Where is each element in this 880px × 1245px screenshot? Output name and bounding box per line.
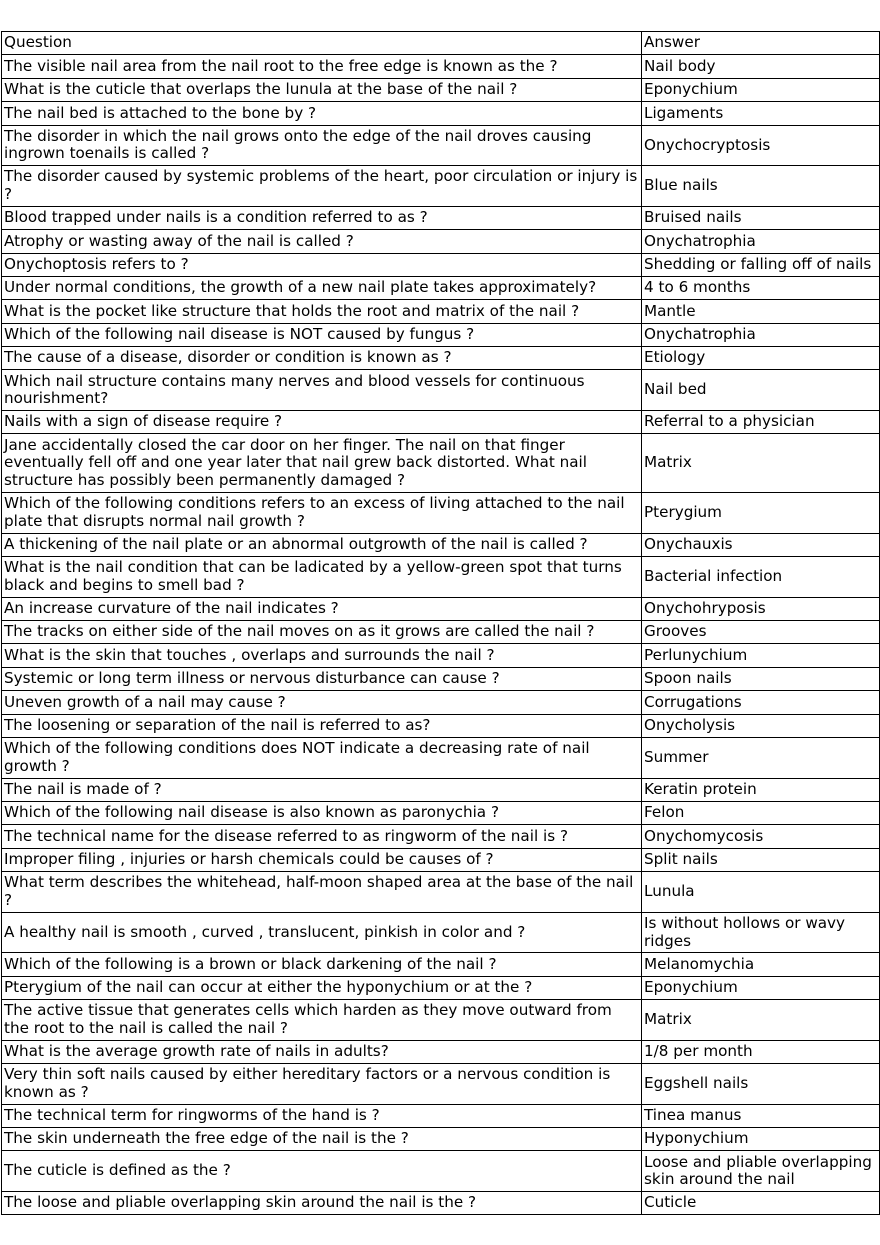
table-row <box>2 78 880 101</box>
table-row <box>2 55 880 78</box>
answer-cell: Felon <box>642 801 880 824</box>
question-cell: Under normal conditions, the growth of a new nail plate takes approximately? <box>2 276 642 299</box>
header-row <box>2 32 880 55</box>
table-row <box>2 125 880 166</box>
answer-cell: Loose and pliable overlapping skin around the nail <box>642 1151 880 1192</box>
table-row <box>2 1104 880 1127</box>
answer-header: Answer <box>642 32 880 55</box>
answer-cell: Mantle <box>642 300 880 323</box>
table-row <box>2 230 880 253</box>
table-row <box>2 691 880 714</box>
table-row <box>2 323 880 346</box>
answer-cell: Cuticle <box>642 1192 880 1215</box>
answer-cell: Eponychium <box>642 78 880 101</box>
table-row <box>2 411 880 434</box>
qa-table-body <box>2 32 880 1215</box>
question-cell: Uneven growth of a nail may cause ? <box>2 691 642 714</box>
table-row <box>2 370 880 411</box>
table-row <box>2 1192 880 1215</box>
question-cell: An increase curvature of the nail indicates ? <box>2 597 642 620</box>
question-cell: What is the skin that touches , overlaps and surrounds the nail ? <box>2 644 642 667</box>
answer-cell: Ligaments <box>642 102 880 125</box>
table-row <box>2 953 880 976</box>
question-cell: Nails with a sign of disease require ? <box>2 411 642 434</box>
table-row <box>2 1128 880 1151</box>
table-row <box>2 667 880 690</box>
table-row <box>2 848 880 871</box>
answer-cell: Eggshell nails <box>642 1064 880 1105</box>
question-cell: Blood trapped under nails is a condition referred to as ? <box>2 206 642 229</box>
answer-cell: Pterygium <box>642 493 880 534</box>
answer-cell: Eponychium <box>642 976 880 999</box>
question-cell: Very thin soft nails caused by either hereditary factors or a nervous condition is known as ? <box>2 1064 642 1105</box>
question-cell: The nail bed is attached to the bone by ? <box>2 102 642 125</box>
question-cell: The cause of a disease, disorder or condition is known as ? <box>2 347 642 370</box>
question-cell: The technical name for the disease referred to as ringworm of the nail is ? <box>2 825 642 848</box>
question-cell: Which of the following conditions does NOT indicate a decreasing rate of nail growth ? <box>2 737 642 778</box>
table-row <box>2 825 880 848</box>
table-row <box>2 1151 880 1192</box>
answer-cell: 1/8 per month <box>642 1040 880 1063</box>
question-cell: Pterygium of the nail can occur at either the hyponychium or at the ? <box>2 976 642 999</box>
answer-cell: Summer <box>642 737 880 778</box>
question-cell: The visible nail area from the nail root to the free edge is known as the ? <box>2 55 642 78</box>
question-cell: What is the average growth rate of nails in adults? <box>2 1040 642 1063</box>
answer-cell: Onychatrophia <box>642 323 880 346</box>
answer-cell: Bruised nails <box>642 206 880 229</box>
question-cell: The cuticle is defined as the ? <box>2 1151 642 1192</box>
table-row <box>2 206 880 229</box>
table-row <box>2 493 880 534</box>
answer-cell: Hyponychium <box>642 1128 880 1151</box>
table-row <box>2 276 880 299</box>
table-row <box>2 801 880 824</box>
answer-cell: Shedding or falling off of nails <box>642 253 880 276</box>
table-row <box>2 872 880 913</box>
table-row <box>2 597 880 620</box>
question-cell: What is the cuticle that overlaps the lunula at the base of the nail ? <box>2 78 642 101</box>
question-cell: Which of the following conditions refers to an excess of living attached to the nail plate that disrupts normal nail growth ? <box>2 493 642 534</box>
answer-cell: Grooves <box>642 621 880 644</box>
question-cell: A healthy nail is smooth , curved , translucent, pinkish in color and ? <box>2 912 642 953</box>
table-row <box>2 714 880 737</box>
answer-cell: Tinea manus <box>642 1104 880 1127</box>
question-cell: The loosening or separation of the nail is referred to as? <box>2 714 642 737</box>
question-cell: Which of the following nail disease is also known as paronychia ? <box>2 801 642 824</box>
answer-cell: Etiology <box>642 347 880 370</box>
question-cell: What term describes the whitehead, half-moon shaped area at the base of the nail ? <box>2 872 642 913</box>
question-cell: The loose and pliable overlapping skin around the nail is the ? <box>2 1192 642 1215</box>
question-cell: Jane accidentally closed the car door on her finger. The nail on that finger eventually fell off and one year later that nail grew back distorted. What nail structure has possibly been permanently damaged ? <box>2 434 642 493</box>
answer-cell: Nail body <box>642 55 880 78</box>
question-cell: Which of the following is a brown or black darkening of the nail ? <box>2 953 642 976</box>
question-cell: Which nail structure contains many nerves and blood vessels for continuous nourishment? <box>2 370 642 411</box>
answer-cell: Lunula <box>642 872 880 913</box>
table-row <box>2 300 880 323</box>
table-row <box>2 1064 880 1105</box>
qa-sheet <box>1 31 879 1215</box>
answer-cell: Matrix <box>642 1000 880 1041</box>
question-cell: Which of the following nail disease is NOT caused by fungus ? <box>2 323 642 346</box>
table-row <box>2 102 880 125</box>
answer-cell: Nail bed <box>642 370 880 411</box>
answer-cell: Keratin protein <box>642 778 880 801</box>
question-cell: Improper filing , injuries or harsh chemicals could be causes of ? <box>2 848 642 871</box>
question-cell: The nail is made of ? <box>2 778 642 801</box>
question-cell: What is the pocket like structure that holds the root and matrix of the nail ? <box>2 300 642 323</box>
table-row <box>2 557 880 598</box>
answer-cell: Melanomychia <box>642 953 880 976</box>
table-row <box>2 737 880 778</box>
question-cell: Atrophy or wasting away of the nail is called ? <box>2 230 642 253</box>
table-row <box>2 1000 880 1041</box>
answer-cell: Onycholysis <box>642 714 880 737</box>
answer-cell: Bacterial infection <box>642 557 880 598</box>
answer-cell: Split nails <box>642 848 880 871</box>
question-cell: The tracks on either side of the nail moves on as it grows are called the nail ? <box>2 621 642 644</box>
qa-table <box>1 31 880 1215</box>
question-cell: A thickening of the nail plate or an abnormal outgrowth of the nail is called ? <box>2 533 642 556</box>
table-row <box>2 912 880 953</box>
question-cell: Systemic or long term illness or nervous disturbance can cause ? <box>2 667 642 690</box>
answer-cell: Spoon nails <box>642 667 880 690</box>
answer-cell: Onychatrophia <box>642 230 880 253</box>
question-cell: The technical term for ringworms of the hand is ? <box>2 1104 642 1127</box>
question-cell: The disorder in which the nail grows onto the edge of the nail droves causing ingrown toenails is called ? <box>2 125 642 166</box>
table-row <box>2 1040 880 1063</box>
table-row <box>2 253 880 276</box>
answer-cell: Onychomycosis <box>642 825 880 848</box>
question-cell: The disorder caused by systemic problems of the heart, poor circulation or injury is ? <box>2 166 642 207</box>
table-row <box>2 976 880 999</box>
question-header: Question <box>2 32 642 55</box>
answer-cell: Matrix <box>642 434 880 493</box>
answer-cell: Is without hollows or wavy ridges <box>642 912 880 953</box>
table-row <box>2 434 880 493</box>
question-cell: The skin underneath the free edge of the nail is the ? <box>2 1128 642 1151</box>
answer-cell: Corrugations <box>642 691 880 714</box>
question-cell: What is the nail condition that can be ladicated by a yellow-green spot that turns black and begins to smell bad ? <box>2 557 642 598</box>
table-row <box>2 347 880 370</box>
question-cell: The active tissue that generates cells which harden as they move outward from the root to the nail is called the nail ? <box>2 1000 642 1041</box>
answer-cell: Referral to a physician <box>642 411 880 434</box>
table-row <box>2 166 880 207</box>
answer-cell: Blue nails <box>642 166 880 207</box>
answer-cell: 4 to 6 months <box>642 276 880 299</box>
table-row <box>2 644 880 667</box>
table-row <box>2 533 880 556</box>
answer-cell: Onychohryposis <box>642 597 880 620</box>
answer-cell: Onychauxis <box>642 533 880 556</box>
answer-cell: Onychocryptosis <box>642 125 880 166</box>
table-row <box>2 621 880 644</box>
answer-cell: Perlunychium <box>642 644 880 667</box>
question-cell: Onychoptosis refers to ? <box>2 253 642 276</box>
table-row <box>2 778 880 801</box>
